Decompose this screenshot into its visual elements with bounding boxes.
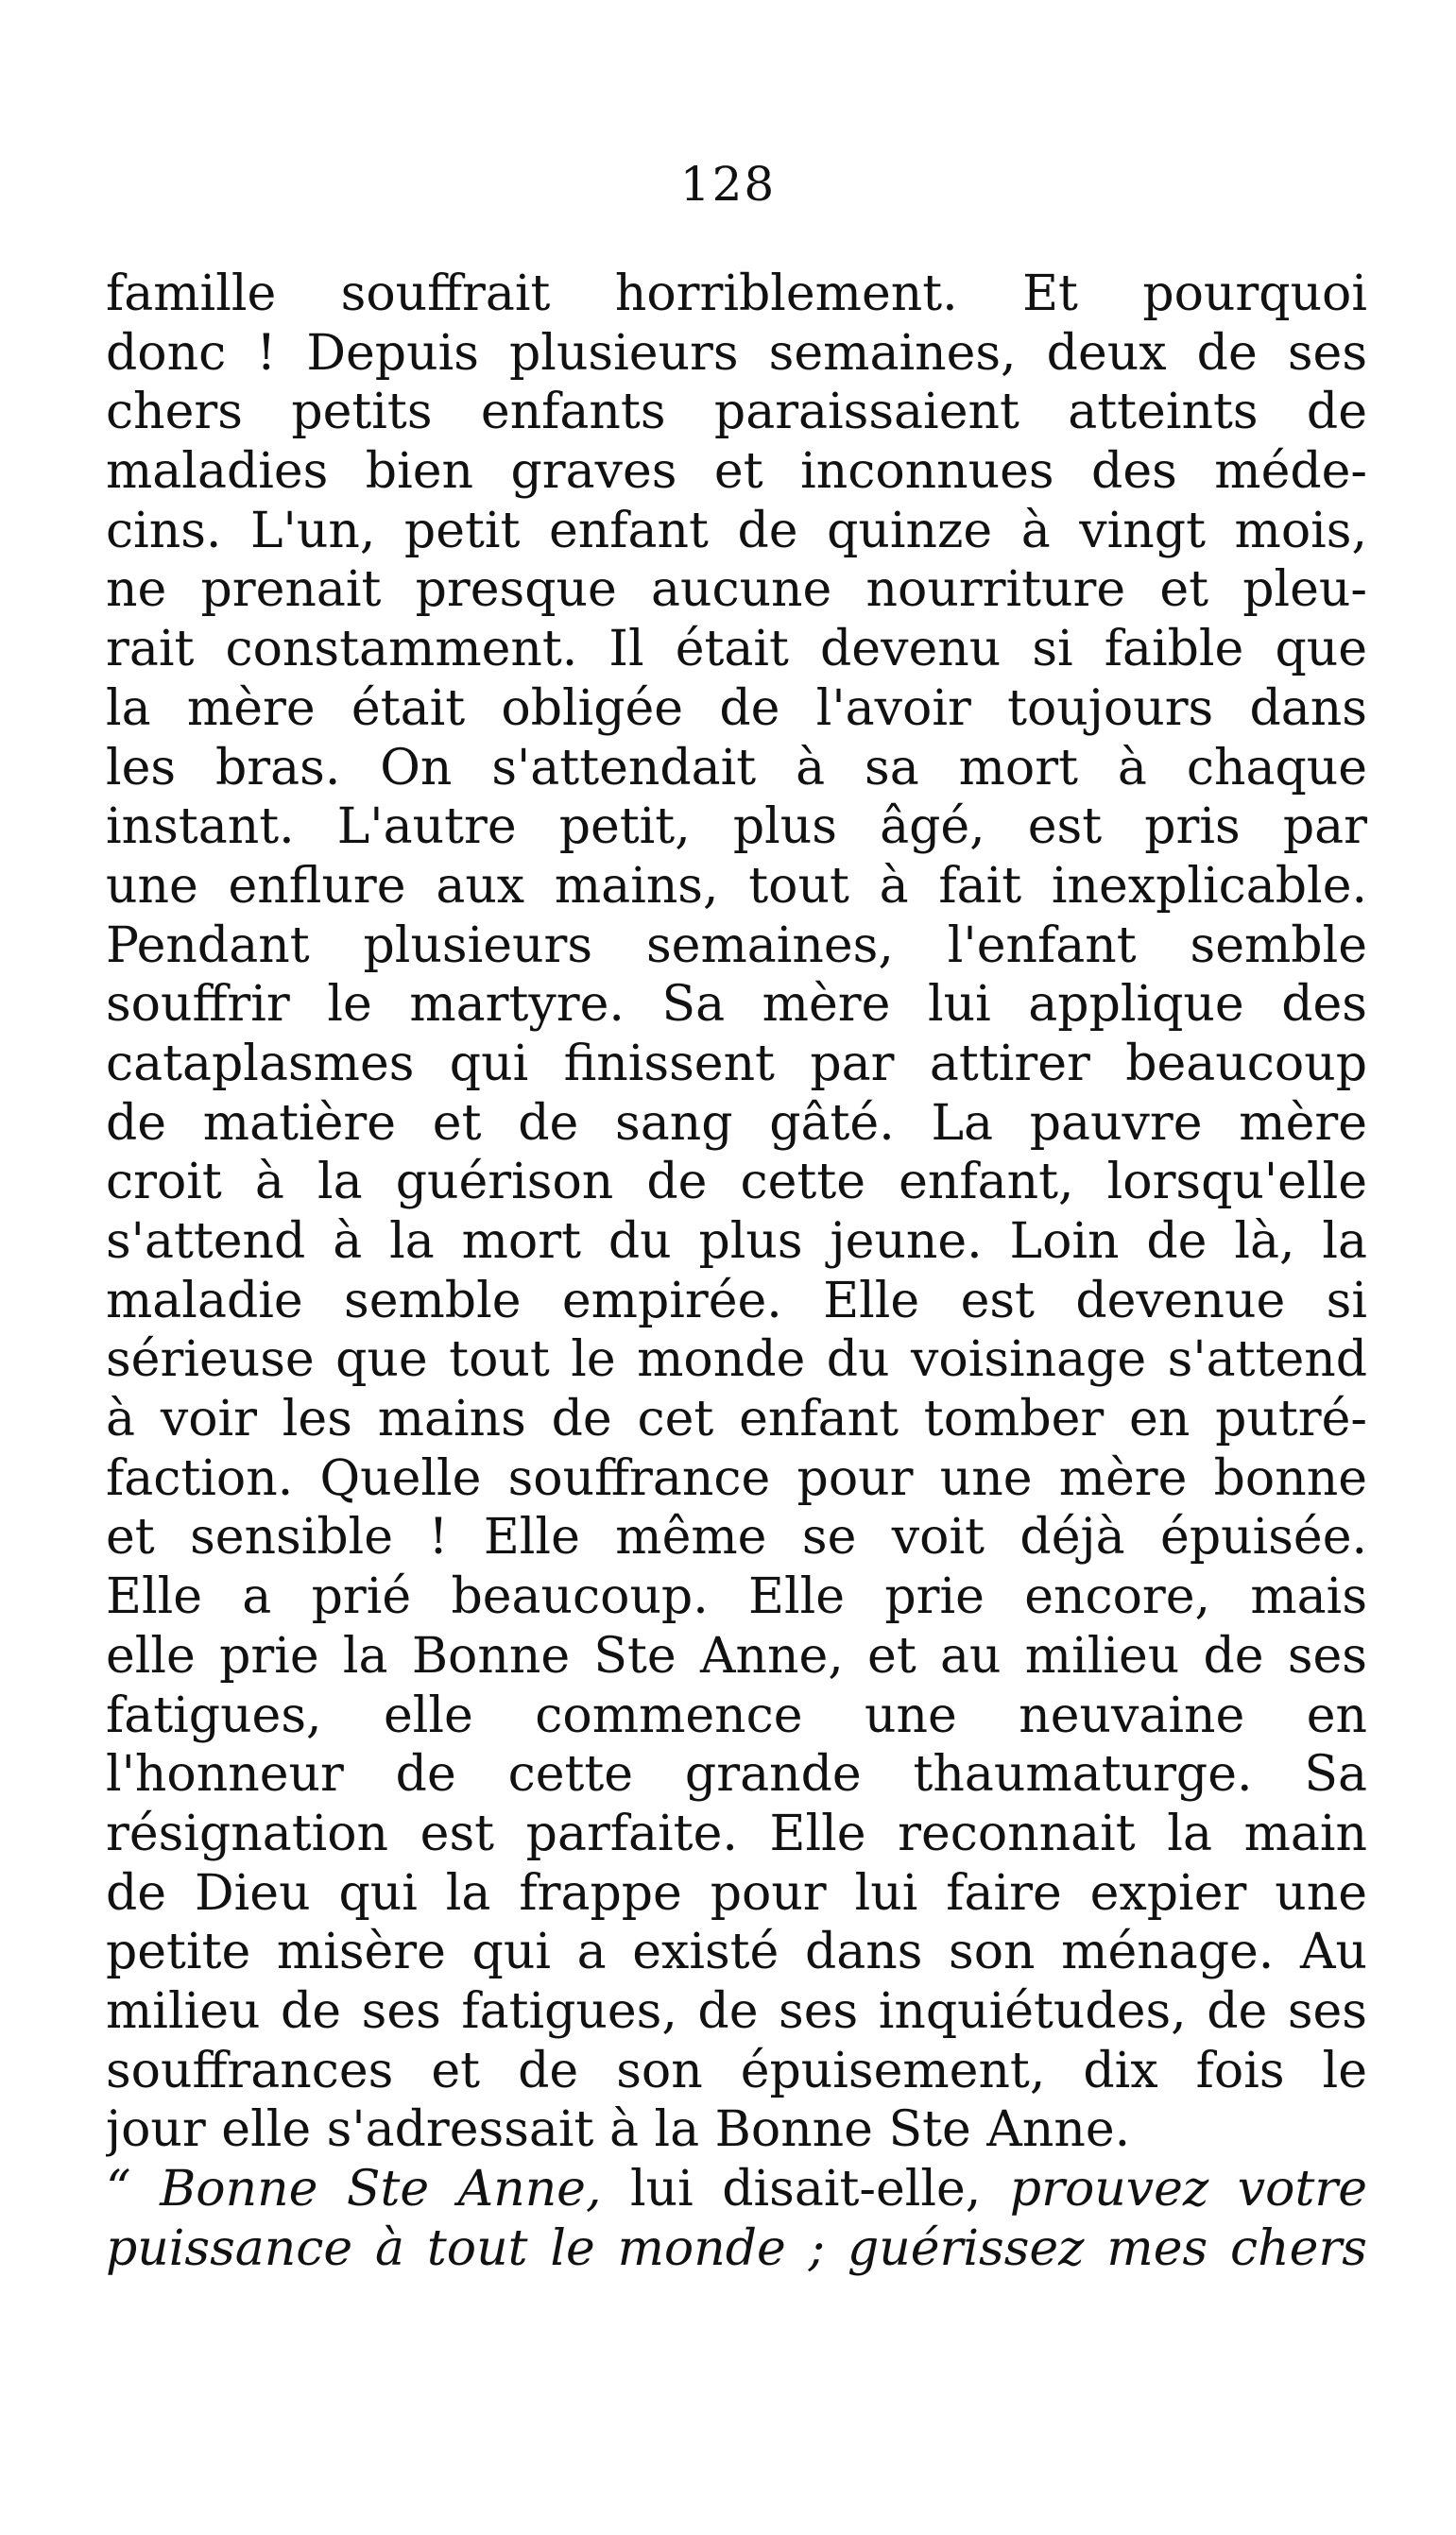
- text-line: donc ! Depuis plusieurs semaines, deux de ses: [106, 324, 1367, 382]
- quote-italic-segment: “ Bonne Ste Anne,: [106, 2161, 602, 2218]
- text-line: rait constamment. Il était devenu si faible que: [106, 621, 1367, 678]
- text-line: Elle a prié beaucoup. Elle prie encore, mais: [106, 1568, 1367, 1626]
- text-line: croit à la guérison de cette enfant, lorsqu'elle: [106, 1154, 1367, 1211]
- text-line: une enflure aux mains, tout à fait inexplicable.: [106, 857, 1367, 915]
- text-line: Pendant plusieurs semaines, l'enfant semble: [106, 916, 1367, 974]
- text-line: milieu de ses fatigues, de ses inquiétudes, de ses: [106, 1982, 1367, 2040]
- text-line: fatigues, elle commence une neuvaine en: [106, 1687, 1367, 1744]
- page-number: 128: [679, 157, 777, 212]
- mixed-italic-line: [106, 2160, 1367, 2219]
- text-line: et sensible ! Elle même se voit déjà épuisée.: [106, 1509, 1367, 1567]
- quote-roman-segment: lui disait-elle,: [601, 2161, 1010, 2218]
- italic-text-line: puissance à tout le monde ; guérissez mes chers: [106, 2219, 1367, 2277]
- body-text: [106, 265, 1367, 2278]
- text-line: ne prenait presque aucune nourriture et pleu-: [106, 561, 1367, 619]
- text-line: faction. Quelle souffrance pour une mère bonne: [106, 1449, 1367, 1507]
- text-line: chers petits enfants paraissaient atteints de: [106, 384, 1367, 441]
- text-line: de Dieu qui la frappe pour lui faire expier une: [106, 1864, 1367, 1922]
- text-line: résignation est parfaite. Elle reconnait la main: [106, 1805, 1367, 1862]
- text-line: famille souffrait horriblement. Et pourquoi: [106, 265, 1367, 322]
- text-line: la mère était obligée de l'avoir toujours dans: [106, 679, 1367, 737]
- text-line: souffrir le martyre. Sa mère lui applique des: [106, 976, 1367, 1034]
- text-line: les bras. On s'attendait à sa mort à chaque: [106, 739, 1367, 796]
- text-line: maladies bien graves et inconnues des méde-: [106, 443, 1367, 501]
- text-line: jour elle s'adressait à la Bonne Ste Anne.: [106, 2101, 1131, 2159]
- text-line: s'attend à la mort du plus jeune. Loin de là, la: [106, 1213, 1367, 1270]
- text-line: maladie semble empirée. Elle est devenue si: [106, 1272, 1367, 1329]
- text-line: cins. L'un, petit enfant de quinze à vingt mois,: [106, 502, 1367, 559]
- text-line: cataplasmes qui finissent par attirer beaucoup: [106, 1035, 1367, 1092]
- text-line: sérieuse que tout le monde du voisinage s'attend: [106, 1331, 1367, 1389]
- quote-italic-segment-2: prouvez votre: [1009, 2161, 1367, 2218]
- text-line: instant. L'autre petit, plus âgé, est pris par: [106, 798, 1367, 856]
- text-line: à voir les mains de cet enfant tomber en putré-: [106, 1391, 1367, 1448]
- text-line: elle prie la Bonne Ste Anne, et au milieu de ses: [106, 1627, 1367, 1685]
- text-line: l'honneur de cette grande thaumaturge. Sa: [106, 1746, 1367, 1804]
- text-line: de matière et de sang gâté. La pauvre mère: [106, 1094, 1367, 1152]
- text-line: petite misère qui a existé dans son ménage. Au: [106, 1924, 1367, 1981]
- text-line: souffrances et de son épuisement, dix fois le: [106, 2042, 1367, 2099]
